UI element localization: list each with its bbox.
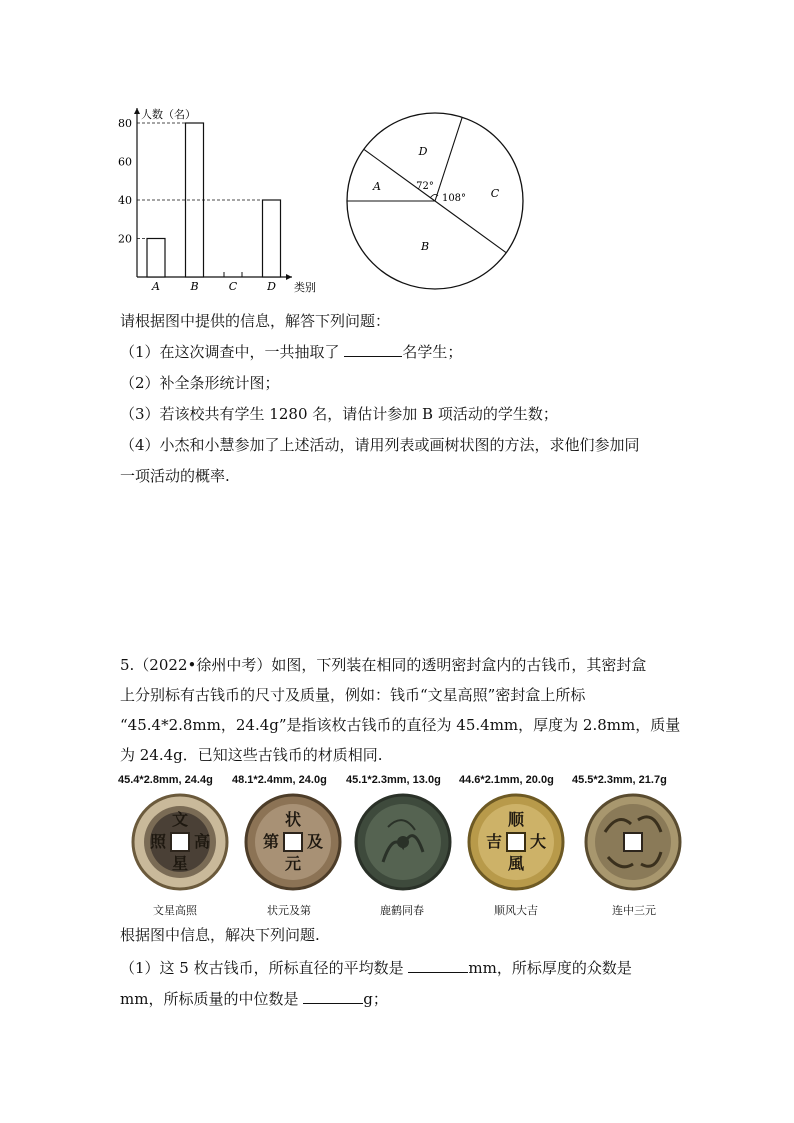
p5-q1-text-2: mm，所标厚度的众数是 [468,959,632,977]
x-tick-label: B [190,280,199,293]
question-1-text: （1）在这次调查中，一共抽取了 [120,343,345,361]
coin-character: 吉 [485,832,503,851]
coin-spec-4: 44.6*2.1mm, 20.0g [459,774,554,786]
answer-blank[interactable] [344,341,402,357]
pie-label-c: C [490,187,500,200]
y-axis-label: 人数（名） [141,108,196,121]
coin-image-5 [583,792,683,892]
problem-5-line-4: 为 24.4g．已知这些古钱币的材质相同. [120,746,383,764]
pie-label-b: B [420,240,430,253]
coin-image-3 [353,792,453,892]
y-axis-arrow [134,108,140,114]
coin-spec-5: 45.5*2.3mm, 21.7g [572,774,667,786]
problem-5-line-2: 上分别标有古钱币的尺寸及质量，例如：钱币“文星高照”密封盒上所标 [120,686,586,704]
y-tick-label: 60 [118,155,132,169]
coin-name-4: 顺风大吉 [494,904,538,917]
problem-5-line-3: “45.4*2.8mm，24.4g”是指该枚古钱币的直径为 45.4mm，厚度为 2.8mm，质量 [120,716,681,734]
coin-character: 照 [149,832,167,851]
y-tick-label: 80 [118,117,132,130]
p5-q1-text: （1）这 5 枚古钱币，所标直径的平均数是 [120,959,409,977]
coin-character: 第 [262,832,280,851]
pie-label-a: A [373,180,381,193]
coin-character: 星 [171,854,189,873]
question-3: （3）若该校共有学生 1280 名，请估计参加 B 项活动的学生数； [120,405,558,423]
x-axis-arrow [286,274,292,280]
coin-character: 文 [171,810,189,829]
p5-q1-text-4: g； [363,990,388,1008]
x-tick-label: D [267,280,276,293]
question-4-line-2: 一项活动的概率. [120,467,230,485]
coin-spec-1: 45.4*2.8mm, 24.4g [118,774,213,786]
x-tick-label: A [152,280,160,293]
bar-d [263,200,281,277]
coin-spec-2: 48.1*2.4mm, 24.0g [232,774,327,786]
answer-blank[interactable] [303,988,363,1004]
x-tick-label: C [228,280,238,293]
problem-5-question-1-cont [120,988,388,1009]
y-tick-label: 20 [118,232,132,246]
problem-5-line-5: 根据图中信息，解决下列问题. [120,926,320,944]
bar-a [147,239,165,278]
coin-character: 高 [193,832,211,851]
coin-character: 及 [306,832,324,851]
coin-character: 顺 [507,810,525,829]
coin-character: 風 [507,854,525,873]
question-2: （2）补全条形统计图； [120,374,280,392]
coin-character: 大 [529,832,547,851]
pie-chart [340,106,540,306]
question-1 [120,341,462,362]
coin-name-5: 连中三元 [612,904,656,917]
intro-text: 请根据图中提供的信息，解答下列问题： [120,312,391,330]
coin-character: 状 [284,810,302,829]
x-axis-label: 类别 [294,281,316,294]
angle-label-d: 72° [416,181,434,192]
answer-blank[interactable] [408,957,468,973]
pie-label-d: D [418,145,428,158]
coin-image-1 [130,792,230,892]
coin-name-3: 鹿鹤同春 [380,904,424,917]
coin-name-2: 状元及第 [267,904,311,917]
problem-5-question-1 [120,957,632,978]
bar-chart [112,96,322,296]
problem-5-line-1: 5.（2022•徐州中考）如图，下列装在相同的透明密封盒内的古钱币，其密封盒 [120,656,647,674]
coin-name-1: 文星高照 [153,904,197,917]
coin-image-4 [466,792,566,892]
coin-character: 元 [284,854,302,873]
angle-label-c: 108° [441,193,467,204]
question-1-tail: 名学生； [402,343,463,361]
question-4-line-1: （4）小杰和小慧参加了上述活动，请用列表或画树状图的方法，求他们参加同 [120,436,640,454]
coin-spec-3: 45.1*2.3mm, 13.0g [346,774,441,786]
y-tick-label: 40 [118,194,132,207]
p5-q1-text-3: mm，所标质量的中位数是 [120,990,304,1008]
coin-image-2 [243,792,343,892]
